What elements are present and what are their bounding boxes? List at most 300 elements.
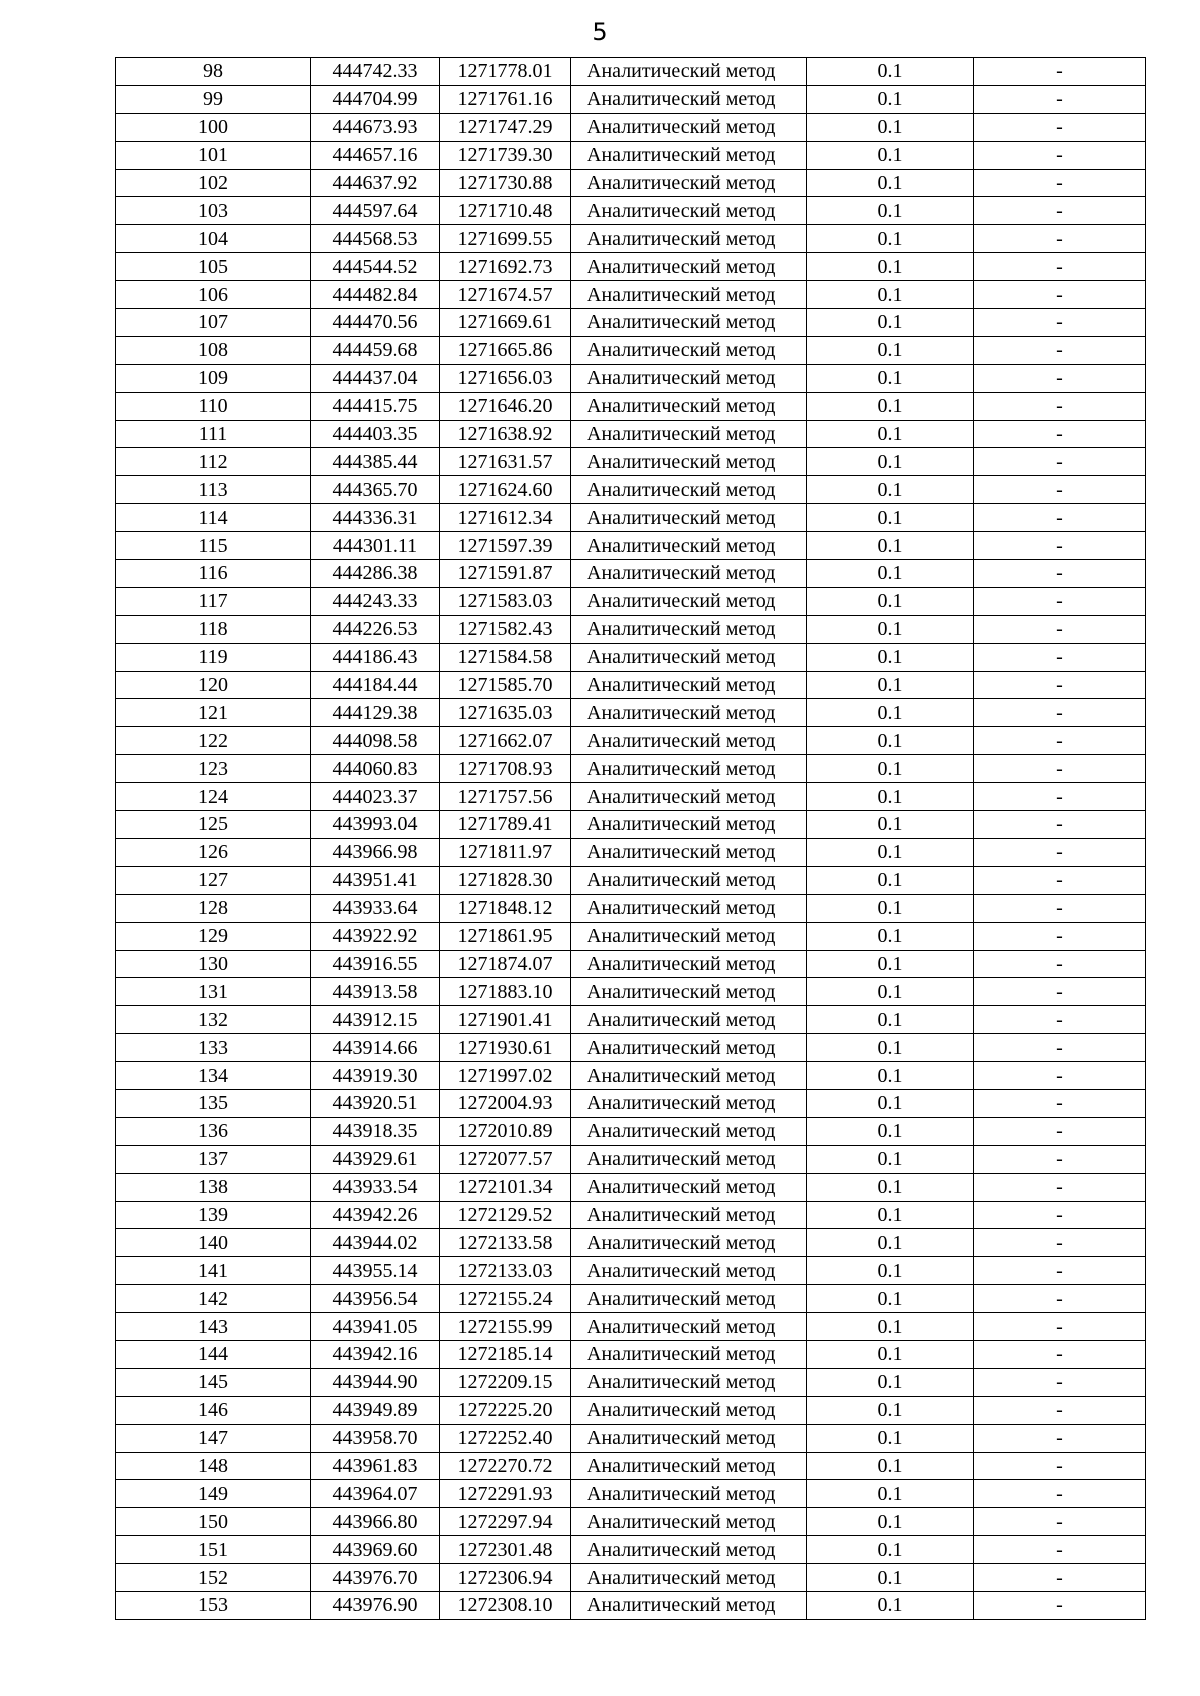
y-coordinate-cell: 1271583.03 [440, 587, 571, 615]
point-number-cell: 142 [116, 1285, 311, 1313]
x-coordinate-cell: 443920.51 [311, 1089, 440, 1117]
method-cell: Аналитический метод [571, 1424, 807, 1452]
y-coordinate-cell: 1272004.93 [440, 1089, 571, 1117]
table-row [116, 866, 1146, 894]
accuracy-cell: 0.1 [807, 811, 974, 839]
y-coordinate-cell: 1271874.07 [440, 950, 571, 978]
point-number-cell: 129 [116, 922, 311, 950]
point-number-cell: 143 [116, 1313, 311, 1341]
description-cell: - [974, 85, 1146, 113]
x-coordinate-cell: 444286.38 [311, 560, 440, 588]
description-cell: - [974, 1480, 1146, 1508]
table-row [116, 1145, 1146, 1173]
point-number-cell: 153 [116, 1591, 311, 1619]
description-cell: - [974, 364, 1146, 392]
table-row [116, 1452, 1146, 1480]
method-cell: Аналитический метод [571, 1089, 807, 1117]
x-coordinate-cell: 443964.07 [311, 1480, 440, 1508]
accuracy-cell: 0.1 [807, 1396, 974, 1424]
description-cell: - [974, 1536, 1146, 1564]
point-number-cell: 105 [116, 253, 311, 281]
description-cell: - [974, 1229, 1146, 1257]
table-row [116, 225, 1146, 253]
method-cell: Аналитический метод [571, 1145, 807, 1173]
method-cell: Аналитический метод [571, 615, 807, 643]
point-number-cell: 134 [116, 1062, 311, 1090]
accuracy-cell: 0.1 [807, 699, 974, 727]
description-cell: - [974, 894, 1146, 922]
method-cell: Аналитический метод [571, 1117, 807, 1145]
description-cell: - [974, 141, 1146, 169]
description-cell: - [974, 699, 1146, 727]
description-cell: - [974, 727, 1146, 755]
method-cell: Аналитический метод [571, 141, 807, 169]
description-cell: - [974, 783, 1146, 811]
y-coordinate-cell: 1271778.01 [440, 58, 571, 86]
method-cell: Аналитический метод [571, 1591, 807, 1619]
x-coordinate-cell: 443929.61 [311, 1145, 440, 1173]
point-number-cell: 152 [116, 1564, 311, 1592]
accuracy-cell: 0.1 [807, 1062, 974, 1090]
method-cell: Аналитический метод [571, 420, 807, 448]
point-number-cell: 135 [116, 1089, 311, 1117]
method-cell: Аналитический метод [571, 950, 807, 978]
accuracy-cell: 0.1 [807, 671, 974, 699]
point-number-cell: 144 [116, 1340, 311, 1368]
point-number-cell: 99 [116, 85, 311, 113]
x-coordinate-cell: 443944.90 [311, 1368, 440, 1396]
y-coordinate-cell: 1271669.61 [440, 309, 571, 337]
method-cell: Аналитический метод [571, 1396, 807, 1424]
x-coordinate-cell: 443941.05 [311, 1313, 440, 1341]
table-row [116, 699, 1146, 727]
method-cell: Аналитический метод [571, 866, 807, 894]
y-coordinate-cell: 1271692.73 [440, 253, 571, 281]
table-row [116, 364, 1146, 392]
table-row [116, 560, 1146, 588]
point-number-cell: 136 [116, 1117, 311, 1145]
x-coordinate-cell: 444482.84 [311, 281, 440, 309]
y-coordinate-cell: 1271638.92 [440, 420, 571, 448]
description-cell: - [974, 950, 1146, 978]
coordinates-table [115, 57, 1146, 1620]
page-number: 5 [592, 18, 608, 46]
method-cell: Аналитический метод [571, 532, 807, 560]
point-number-cell: 122 [116, 727, 311, 755]
table-row [116, 1313, 1146, 1341]
x-coordinate-cell: 444365.70 [311, 476, 440, 504]
x-coordinate-cell: 443933.64 [311, 894, 440, 922]
x-coordinate-cell: 443922.92 [311, 922, 440, 950]
description-cell: - [974, 615, 1146, 643]
point-number-cell: 151 [116, 1536, 311, 1564]
y-coordinate-cell: 1271699.55 [440, 225, 571, 253]
method-cell: Аналитический метод [571, 1480, 807, 1508]
x-coordinate-cell: 443916.55 [311, 950, 440, 978]
y-coordinate-cell: 1272133.03 [440, 1257, 571, 1285]
accuracy-cell: 0.1 [807, 169, 974, 197]
table-row [116, 141, 1146, 169]
y-coordinate-cell: 1271710.48 [440, 197, 571, 225]
accuracy-cell: 0.1 [807, 1089, 974, 1117]
table-row [116, 1285, 1146, 1313]
description-cell: - [974, 392, 1146, 420]
y-coordinate-cell: 1271901.41 [440, 1006, 571, 1034]
y-coordinate-cell: 1271582.43 [440, 615, 571, 643]
point-number-cell: 120 [116, 671, 311, 699]
y-coordinate-cell: 1271930.61 [440, 1034, 571, 1062]
y-coordinate-cell: 1272133.58 [440, 1229, 571, 1257]
x-coordinate-cell: 444415.75 [311, 392, 440, 420]
accuracy-cell: 0.1 [807, 922, 974, 950]
y-coordinate-cell: 1271747.29 [440, 113, 571, 141]
accuracy-cell: 0.1 [807, 727, 974, 755]
point-number-cell: 106 [116, 281, 311, 309]
description-cell: - [974, 448, 1146, 476]
table-row [116, 476, 1146, 504]
y-coordinate-cell: 1271591.87 [440, 560, 571, 588]
point-number-cell: 124 [116, 783, 311, 811]
y-coordinate-cell: 1272252.40 [440, 1424, 571, 1452]
description-cell: - [974, 1396, 1146, 1424]
x-coordinate-cell: 443958.70 [311, 1424, 440, 1452]
y-coordinate-cell: 1271612.34 [440, 504, 571, 532]
point-number-cell: 131 [116, 978, 311, 1006]
x-coordinate-cell: 443961.83 [311, 1452, 440, 1480]
method-cell: Аналитический метод [571, 699, 807, 727]
x-coordinate-cell: 443976.70 [311, 1564, 440, 1592]
y-coordinate-cell: 1271811.97 [440, 838, 571, 866]
accuracy-cell: 0.1 [807, 1368, 974, 1396]
point-number-cell: 128 [116, 894, 311, 922]
y-coordinate-cell: 1272155.24 [440, 1285, 571, 1313]
x-coordinate-cell: 443966.80 [311, 1508, 440, 1536]
point-number-cell: 148 [116, 1452, 311, 1480]
x-coordinate-cell: 444459.68 [311, 336, 440, 364]
accuracy-cell: 0.1 [807, 1424, 974, 1452]
accuracy-cell: 0.1 [807, 560, 974, 588]
y-coordinate-cell: 1271597.39 [440, 532, 571, 560]
y-coordinate-cell: 1271674.57 [440, 281, 571, 309]
method-cell: Аналитический метод [571, 476, 807, 504]
description-cell: - [974, 978, 1146, 1006]
point-number-cell: 103 [116, 197, 311, 225]
x-coordinate-cell: 444129.38 [311, 699, 440, 727]
description-cell: - [974, 643, 1146, 671]
method-cell: Аналитический метод [571, 85, 807, 113]
table-row [116, 1201, 1146, 1229]
y-coordinate-cell: 1272129.52 [440, 1201, 571, 1229]
x-coordinate-cell: 444742.33 [311, 58, 440, 86]
y-coordinate-cell: 1271656.03 [440, 364, 571, 392]
accuracy-cell: 0.1 [807, 504, 974, 532]
table-row [116, 532, 1146, 560]
x-coordinate-cell: 444673.93 [311, 113, 440, 141]
description-cell: - [974, 336, 1146, 364]
y-coordinate-cell: 1272209.15 [440, 1368, 571, 1396]
point-number-cell: 121 [116, 699, 311, 727]
description-cell: - [974, 866, 1146, 894]
point-number-cell: 115 [116, 532, 311, 560]
point-number-cell: 147 [116, 1424, 311, 1452]
accuracy-cell: 0.1 [807, 253, 974, 281]
method-cell: Аналитический метод [571, 253, 807, 281]
point-number-cell: 101 [116, 141, 311, 169]
description-cell: - [974, 1201, 1146, 1229]
method-cell: Аналитический метод [571, 113, 807, 141]
x-coordinate-cell: 443969.60 [311, 1536, 440, 1564]
x-coordinate-cell: 444704.99 [311, 85, 440, 113]
table-row [116, 811, 1146, 839]
description-cell: - [974, 1452, 1146, 1480]
accuracy-cell: 0.1 [807, 587, 974, 615]
table-row [116, 838, 1146, 866]
point-number-cell: 102 [116, 169, 311, 197]
accuracy-cell: 0.1 [807, 364, 974, 392]
y-coordinate-cell: 1271883.10 [440, 978, 571, 1006]
point-number-cell: 116 [116, 560, 311, 588]
y-coordinate-cell: 1272225.20 [440, 1396, 571, 1424]
description-cell: - [974, 671, 1146, 699]
table-row [116, 309, 1146, 337]
table-row [116, 755, 1146, 783]
point-number-cell: 109 [116, 364, 311, 392]
table-row [116, 281, 1146, 309]
x-coordinate-cell: 444544.52 [311, 253, 440, 281]
accuracy-cell: 0.1 [807, 1285, 974, 1313]
table-row [116, 392, 1146, 420]
description-cell: - [974, 811, 1146, 839]
y-coordinate-cell: 1271708.93 [440, 755, 571, 783]
y-coordinate-cell: 1271646.20 [440, 392, 571, 420]
point-number-cell: 145 [116, 1368, 311, 1396]
y-coordinate-cell: 1272297.94 [440, 1508, 571, 1536]
method-cell: Аналитический метод [571, 1062, 807, 1090]
x-coordinate-cell: 443956.54 [311, 1285, 440, 1313]
method-cell: Аналитический метод [571, 1257, 807, 1285]
table-row [116, 1257, 1146, 1285]
x-coordinate-cell: 444184.44 [311, 671, 440, 699]
table-row [116, 197, 1146, 225]
description-cell: - [974, 1257, 1146, 1285]
method-cell: Аналитический метод [571, 755, 807, 783]
accuracy-cell: 0.1 [807, 1145, 974, 1173]
method-cell: Аналитический метод [571, 1006, 807, 1034]
point-number-cell: 139 [116, 1201, 311, 1229]
point-number-cell: 146 [116, 1396, 311, 1424]
point-number-cell: 111 [116, 420, 311, 448]
y-coordinate-cell: 1272308.10 [440, 1591, 571, 1619]
point-number-cell: 150 [116, 1508, 311, 1536]
description-cell: - [974, 1424, 1146, 1452]
method-cell: Аналитический метод [571, 1285, 807, 1313]
table-row [116, 727, 1146, 755]
description-cell: - [974, 1564, 1146, 1592]
x-coordinate-cell: 444657.16 [311, 141, 440, 169]
y-coordinate-cell: 1271761.16 [440, 85, 571, 113]
method-cell: Аналитический метод [571, 1313, 807, 1341]
x-coordinate-cell: 443955.14 [311, 1257, 440, 1285]
method-cell: Аналитический метод [571, 783, 807, 811]
x-coordinate-cell: 444637.92 [311, 169, 440, 197]
description-cell: - [974, 1340, 1146, 1368]
y-coordinate-cell: 1272306.94 [440, 1564, 571, 1592]
method-cell: Аналитический метод [571, 922, 807, 950]
y-coordinate-cell: 1272155.99 [440, 1313, 571, 1341]
point-number-cell: 113 [116, 476, 311, 504]
y-coordinate-cell: 1271757.56 [440, 783, 571, 811]
point-number-cell: 108 [116, 336, 311, 364]
method-cell: Аналитический метод [571, 838, 807, 866]
accuracy-cell: 0.1 [807, 392, 974, 420]
table-row [116, 1006, 1146, 1034]
method-cell: Аналитический метод [571, 811, 807, 839]
point-number-cell: 130 [116, 950, 311, 978]
table-row [116, 1424, 1146, 1452]
table-row [116, 1508, 1146, 1536]
method-cell: Аналитический метод [571, 1173, 807, 1201]
method-cell: Аналитический метод [571, 1564, 807, 1592]
point-number-cell: 117 [116, 587, 311, 615]
y-coordinate-cell: 1271848.12 [440, 894, 571, 922]
description-cell: - [974, 838, 1146, 866]
method-cell: Аналитический метод [571, 643, 807, 671]
x-coordinate-cell: 444403.35 [311, 420, 440, 448]
x-coordinate-cell: 444470.56 [311, 309, 440, 337]
table-row [116, 978, 1146, 1006]
description-cell: - [974, 420, 1146, 448]
accuracy-cell: 0.1 [807, 58, 974, 86]
table-row [116, 1229, 1146, 1257]
x-coordinate-cell: 444301.11 [311, 532, 440, 560]
table-row [116, 894, 1146, 922]
method-cell: Аналитический метод [571, 894, 807, 922]
point-number-cell: 118 [116, 615, 311, 643]
y-coordinate-cell: 1272010.89 [440, 1117, 571, 1145]
accuracy-cell: 0.1 [807, 978, 974, 1006]
description-cell: - [974, 476, 1146, 504]
table-row [116, 1368, 1146, 1396]
x-coordinate-cell: 444060.83 [311, 755, 440, 783]
y-coordinate-cell: 1271635.03 [440, 699, 571, 727]
x-coordinate-cell: 443933.54 [311, 1173, 440, 1201]
table-row [116, 58, 1146, 86]
y-coordinate-cell: 1271997.02 [440, 1062, 571, 1090]
description-cell: - [974, 1368, 1146, 1396]
y-coordinate-cell: 1272077.57 [440, 1145, 571, 1173]
method-cell: Аналитический метод [571, 281, 807, 309]
accuracy-cell: 0.1 [807, 532, 974, 560]
point-number-cell: 114 [116, 504, 311, 532]
table-row [116, 253, 1146, 281]
accuracy-cell: 0.1 [807, 448, 974, 476]
description-cell: - [974, 1062, 1146, 1090]
table-row [116, 1034, 1146, 1062]
table-row [116, 85, 1146, 113]
x-coordinate-cell: 444597.64 [311, 197, 440, 225]
accuracy-cell: 0.1 [807, 420, 974, 448]
description-cell: - [974, 225, 1146, 253]
method-cell: Аналитический метод [571, 1340, 807, 1368]
point-number-cell: 126 [116, 838, 311, 866]
x-coordinate-cell: 443914.66 [311, 1034, 440, 1062]
point-number-cell: 138 [116, 1173, 311, 1201]
table-row [116, 922, 1146, 950]
method-cell: Аналитический метод [571, 1229, 807, 1257]
method-cell: Аналитический метод [571, 1368, 807, 1396]
description-cell: - [974, 1089, 1146, 1117]
accuracy-cell: 0.1 [807, 1480, 974, 1508]
y-coordinate-cell: 1272185.14 [440, 1340, 571, 1368]
point-number-cell: 141 [116, 1257, 311, 1285]
table-row [116, 783, 1146, 811]
method-cell: Аналитический метод [571, 1034, 807, 1062]
table-row [116, 671, 1146, 699]
point-number-cell: 140 [116, 1229, 311, 1257]
y-coordinate-cell: 1272291.93 [440, 1480, 571, 1508]
coordinates-table-body [116, 58, 1146, 1620]
accuracy-cell: 0.1 [807, 1536, 974, 1564]
accuracy-cell: 0.1 [807, 141, 974, 169]
x-coordinate-cell: 443919.30 [311, 1062, 440, 1090]
description-cell: - [974, 281, 1146, 309]
x-coordinate-cell: 444437.04 [311, 364, 440, 392]
y-coordinate-cell: 1272101.34 [440, 1173, 571, 1201]
table-row [116, 1173, 1146, 1201]
description-cell: - [974, 309, 1146, 337]
x-coordinate-cell: 444385.44 [311, 448, 440, 476]
accuracy-cell: 0.1 [807, 950, 974, 978]
description-cell: - [974, 113, 1146, 141]
table-row [116, 1062, 1146, 1090]
x-coordinate-cell: 444336.31 [311, 504, 440, 532]
description-cell: - [974, 58, 1146, 86]
accuracy-cell: 0.1 [807, 838, 974, 866]
accuracy-cell: 0.1 [807, 1340, 974, 1368]
description-cell: - [974, 1508, 1146, 1536]
table-row [116, 1117, 1146, 1145]
point-number-cell: 100 [116, 113, 311, 141]
x-coordinate-cell: 443912.15 [311, 1006, 440, 1034]
method-cell: Аналитический метод [571, 336, 807, 364]
accuracy-cell: 0.1 [807, 197, 974, 225]
description-cell: - [974, 1591, 1146, 1619]
x-coordinate-cell: 443944.02 [311, 1229, 440, 1257]
accuracy-cell: 0.1 [807, 476, 974, 504]
accuracy-cell: 0.1 [807, 866, 974, 894]
accuracy-cell: 0.1 [807, 1257, 974, 1285]
method-cell: Аналитический метод [571, 727, 807, 755]
description-cell: - [974, 560, 1146, 588]
description-cell: - [974, 169, 1146, 197]
description-cell: - [974, 1285, 1146, 1313]
point-number-cell: 133 [116, 1034, 311, 1062]
y-coordinate-cell: 1271739.30 [440, 141, 571, 169]
accuracy-cell: 0.1 [807, 1313, 974, 1341]
description-cell: - [974, 1006, 1146, 1034]
method-cell: Аналитический метод [571, 560, 807, 588]
accuracy-cell: 0.1 [807, 281, 974, 309]
accuracy-cell: 0.1 [807, 225, 974, 253]
table-row [116, 448, 1146, 476]
x-coordinate-cell: 443913.58 [311, 978, 440, 1006]
method-cell: Аналитический метод [571, 225, 807, 253]
x-coordinate-cell: 444226.53 [311, 615, 440, 643]
table-row [116, 587, 1146, 615]
accuracy-cell: 0.1 [807, 615, 974, 643]
description-cell: - [974, 1173, 1146, 1201]
y-coordinate-cell: 1271665.86 [440, 336, 571, 364]
